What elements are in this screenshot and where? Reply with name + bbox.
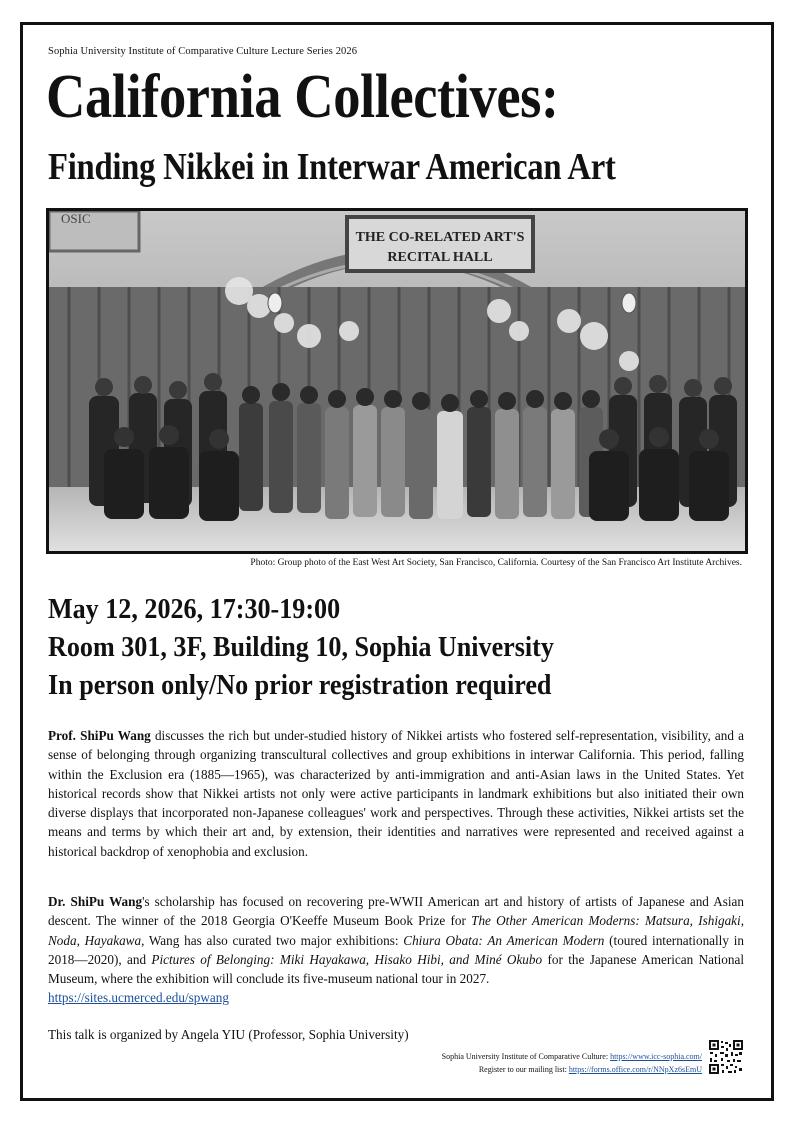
icc-website-link[interactable]: https://www.icc-sophia.com/ (610, 1052, 702, 1061)
abstract-paragraph (48, 726, 744, 861)
footer-mailing (479, 1065, 702, 1074)
exhibition-title: Chiura Obata: An American Modern (403, 932, 605, 948)
qr-code-icon[interactable] (709, 1040, 743, 1074)
exhibition-title: Pictures of Belonging: Miki Hayakawa, Hisako Hibi, and Miné Okubo (151, 951, 543, 967)
speaker-name-bio: Dr. ShiPu Wang (48, 894, 143, 909)
footer-icc (442, 1052, 702, 1061)
lecture-series-label: Sophia University Institute of Comparative Culture Lecture Series 2026 (48, 46, 358, 57)
footer-label: Register to our mailing list: (478, 1065, 569, 1074)
bio-text: , Wang has also curated two major exhibitions: (141, 932, 404, 948)
speaker-website-link[interactable]: https://sites.ucmerced.edu/spwang (48, 990, 229, 1006)
bio-paragraph (48, 892, 744, 1008)
bio-text: 's scholarship has focused on recovering pre-WWII American art and history of artists of Japanese and Asian descent. The winner of the 2018 Georgia O'Keeffe Museum Book Prize for (48, 894, 744, 929)
page-title: California Collectives: (46, 63, 559, 131)
group-photo (46, 208, 748, 554)
organizer-note: This talk is organized by Angela YIU (Professor, Sophia University) (48, 1027, 409, 1042)
book-title: The Other American Moderns: Matsura, Ishigaki, Noda, Hayakawa (48, 913, 744, 948)
bio-text: (toured internationally in 2018—2020), and (48, 932, 744, 967)
abstract-text: discusses the rich but under-studied history of Nikkei artists who fostered self-representation, visibility, and a sense of belonging through organizing transcultural collectives and group exhibitions in interwar California. This period, falling within the Exclusion era (1885—1965), was characterized by anti-immigration and anti-Asian laws in the United States. Yet historical records show that Nikkei artists not only were active participants in landmark exhibitions but also initiated their own diverse displays that incorporated non-Japanese colleagues' work and perspectives. Through these activities, Nikkei artists set the means and terms by which their art and, by extension, their identities and narratives were represented and received against a historical backdrop of xenophobia and exclusion. (48, 728, 744, 859)
corner-sign-text: OSIC (61, 211, 91, 226)
speaker-name: Prof. ShiPu Wang (48, 728, 151, 743)
event-date: May 12, 2026, 17:30-19:00 (48, 593, 341, 625)
event-attendance: In person only/No prior registration required (48, 669, 552, 701)
photo-caption: Photo: Group photo of the East West Art Society, San Francisco, California. Courtesy of the San Francisco Art Institute Archives. (250, 558, 742, 568)
recital-hall-sign-line2: RECITAL HALL (387, 250, 493, 265)
footer-label: Sophia University Institute of Comparative Culture: (441, 1052, 611, 1061)
mailing-list-link[interactable]: https://forms.office.com/r/NNpXz6sEmU (568, 1065, 702, 1074)
recital-hall-sign-line1: THE CO-RELATED ART'S (355, 230, 525, 245)
bio-text: for the Japanese American National Museum, where the exhibition will conclude its five-museum national tour in 2027. (48, 951, 744, 987)
event-location: Room 301, 3F, Building 10, Sophia University (48, 631, 554, 663)
page-subtitle: Finding Nikkei in Interwar American Art (48, 146, 616, 188)
